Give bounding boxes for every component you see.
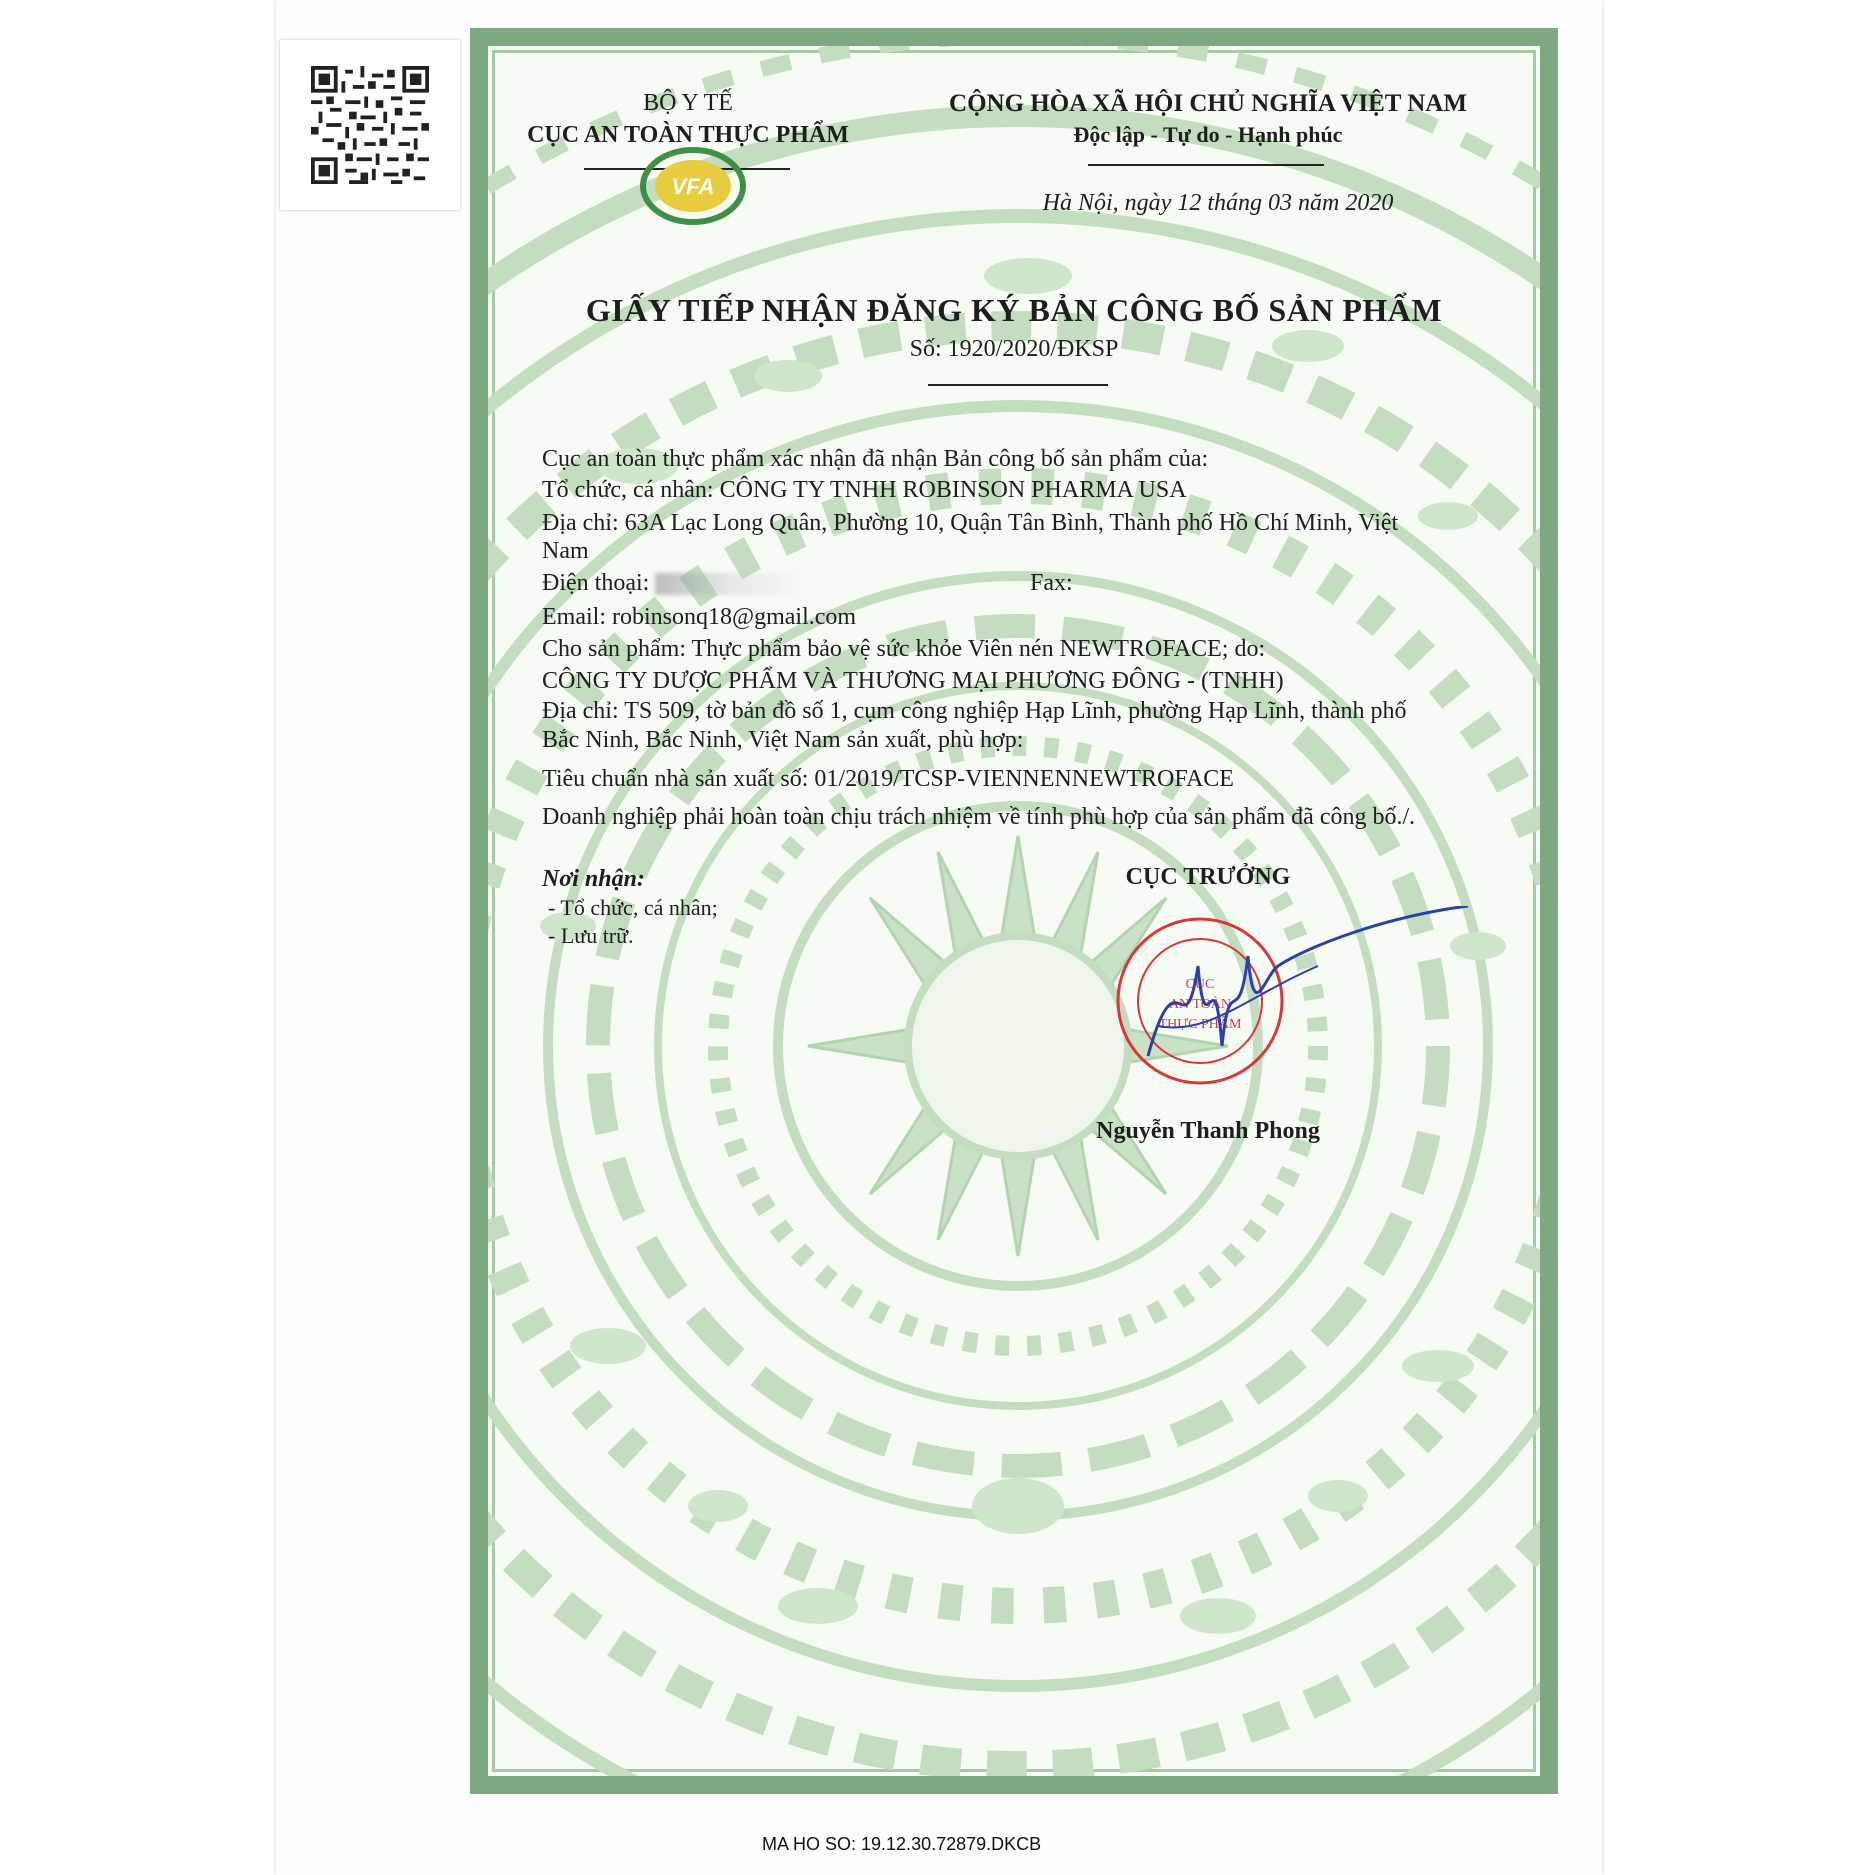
- ministry-name: BỘ Y TẾ: [643, 90, 733, 116]
- address-line-1: Địa chỉ: 63A Lạc Long Quân, Phường 10, Quận Tân Bình, Thành phố Hồ Chí Minh, Việt: [542, 510, 1399, 536]
- dossier-code: MA HO SO: 19.12.30.72879.DKCB: [762, 1834, 1042, 1854]
- phone-line: [542, 568, 805, 599]
- product-line: Cho sản phẩm: Thực phẩm bảo vệ sức khỏe Viên nén NEWTROFACE; do:: [542, 636, 1266, 662]
- signer-role: CỤC TRƯỞNG: [1125, 864, 1291, 890]
- official-stamp-and-signature: [1088, 906, 1488, 1096]
- recipients-heading: Nơi nhận:: [542, 866, 645, 892]
- recipient-item: - Tổ chức, cá nhân;: [548, 895, 718, 920]
- svg-text:CỤC: CỤC: [1185, 977, 1215, 992]
- svg-text:AN TOÀN: AN TOÀN: [1168, 997, 1232, 1012]
- manufacturer-address-line-1: Địa chỉ: TS 509, tờ bản đồ số 1, cụm công nghiệp Hạp Lĩnh, phường Hạp Lĩnh, thành phố: [542, 698, 1407, 724]
- phone-label: Điện thoại:: [542, 570, 650, 596]
- manufacturer-address-line-2: Bắc Ninh, Bắc Ninh, Việt Nam sản xuất, phù hợp:: [542, 727, 1024, 753]
- issue-date: Hà Nội, ngày 12 tháng 03 năm 2020: [1042, 190, 1394, 216]
- document-title: GIẤY TIẾP NHẬN ĐĂNG KÝ BẢN CÔNG BỐ SẢN PHẨM: [585, 292, 1443, 328]
- department-name: CỤC AN TOÀN THỰC PHẨM: [527, 122, 849, 148]
- organization-line: Tổ chức, cá nhân: CÔNG TY TNHH ROBINSON PHARMA USA: [542, 477, 1187, 503]
- fax-label: Fax:: [1030, 570, 1073, 596]
- recipient-item: - Lưu trữ.: [548, 923, 634, 948]
- manufacturer-line: CÔNG TY DƯỢC PHẨM VÀ THƯƠNG MẠI PHƯƠNG ĐÔNG - (TNHH): [542, 668, 1284, 694]
- address-line-2: Nam: [542, 538, 589, 564]
- title-underline: [928, 384, 1108, 386]
- phone-redacted: [655, 573, 805, 595]
- document-number: Số: 1920/2020/ĐKSP: [909, 336, 1119, 362]
- vfa-logo: [638, 144, 748, 228]
- national-motto: Độc lập - Tự do - Hạnh phúc: [1073, 122, 1343, 147]
- qr-code: [280, 40, 460, 210]
- email-line: Email: robinsonq18@gmail.com: [542, 604, 857, 630]
- confirmation-text: Cục an toàn thực phẩm xác nhận đã nhận Bản công bố sản phẩm của:: [542, 446, 1209, 472]
- certificate-frame: [470, 28, 1558, 1794]
- responsibility-line: Doanh nghiệp phải hoàn toàn chịu trách nhiệm về tính phù hợp của sản phẩm đã công bố./.: [542, 804, 1416, 830]
- nation-title: CỘNG HÒA XÃ HỘI CHỦ NGHĨA VIỆT NAM: [949, 90, 1467, 117]
- qr-code-graphic: [308, 66, 432, 184]
- standard-line: Tiêu chuẩn nhà sản xuất số: 01/2019/TCSP-VIENNENNEWTROFACE: [542, 766, 1234, 792]
- signer-name: Nguyễn Thanh Phong: [1096, 1118, 1320, 1144]
- svg-text:THỰC PHẨM: THỰC PHẨM: [1158, 1017, 1242, 1032]
- header-right-underline: [1088, 164, 1324, 166]
- vfa-logo-text: VFA: [671, 174, 715, 199]
